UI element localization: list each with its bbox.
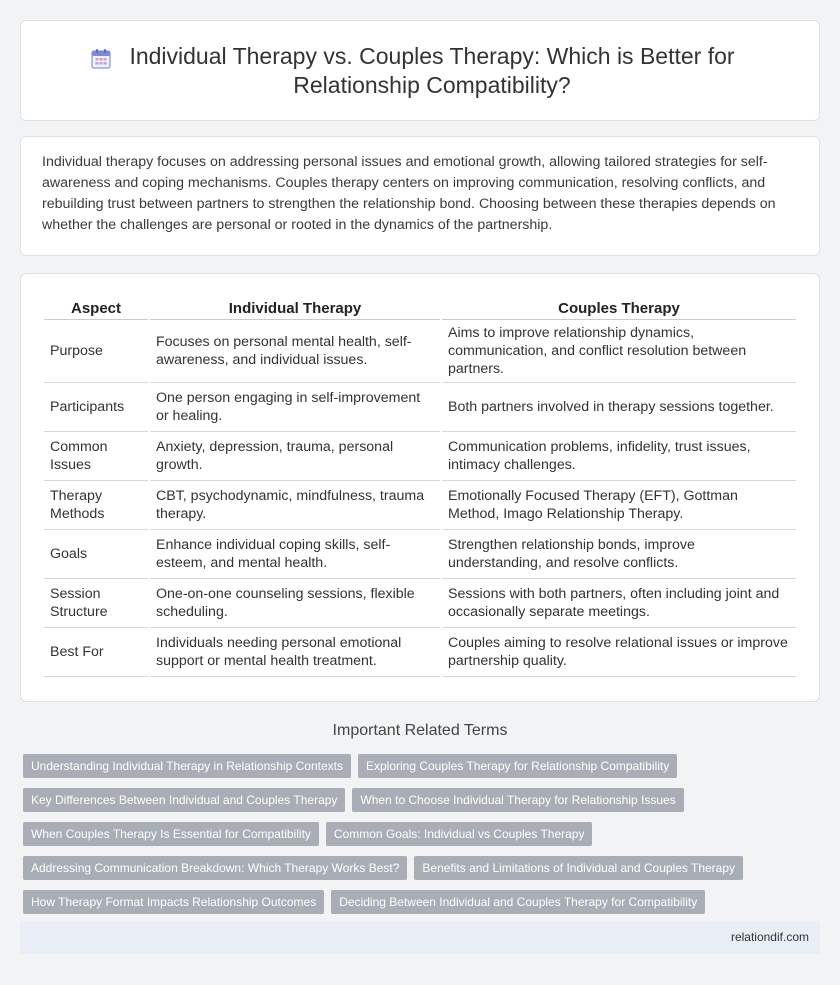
related-term-tag[interactable]: Understanding Individual Therapy in Relationship Contexts xyxy=(23,754,351,778)
couples-cell: Both partners involved in therapy sessions together. xyxy=(442,383,796,432)
header-couples-therapy: Couples Therapy xyxy=(442,296,796,320)
aspect-cell: Participants xyxy=(44,383,148,432)
couples-cell: Strengthen relationship bonds, improve understanding, and resolve conflicts. xyxy=(442,530,796,579)
couples-cell: Couples aiming to resolve relational issues or improve partnership quality. xyxy=(442,628,796,677)
intro-paragraph: Individual therapy focuses on addressing personal issues and emotional growth, allowing tailored strategies for self-awareness and coping mechanisms. Couples therapy centers on improving communication, resolving conflicts, and rebuilding trust between partners to strengthen the relationship bond. Choosing between these therapies depends on whether the challenges are personal or rooted in the dynamics of the partnership. xyxy=(42,154,776,233)
aspect-cell: Session Structure xyxy=(44,579,148,628)
table-header-row xyxy=(44,296,796,320)
individual-cell: Anxiety, depression, trauma, personal growth. xyxy=(150,432,440,481)
header-aspect: Aspect xyxy=(44,296,148,320)
table-row xyxy=(44,383,796,432)
individual-cell: One-on-one counseling sessions, flexible scheduling. xyxy=(150,579,440,628)
table-row xyxy=(44,579,796,628)
aspect-cell: Goals xyxy=(44,530,148,579)
aspect-cell: Therapy Methods xyxy=(44,481,148,530)
comparison-table xyxy=(42,296,798,677)
couples-cell: Aims to improve relationship dynamics, communication, and conflict resolution between partners. xyxy=(442,320,796,383)
related-term-tag[interactable]: Benefits and Limitations of Individual and Couples Therapy xyxy=(414,856,743,880)
related-term-tag[interactable]: How Therapy Format Impacts Relationship Outcomes xyxy=(23,890,324,914)
comparison-card xyxy=(20,273,820,702)
aspect-cell: Best For xyxy=(44,628,148,677)
individual-cell: Enhance individual coping skills, self-esteem, and mental health. xyxy=(150,530,440,579)
site-name[interactable]: relationdif.com xyxy=(730,930,809,944)
couples-cell: Emotionally Focused Therapy (EFT), Gottman Method, Imago Relationship Therapy. xyxy=(442,481,796,530)
page-title: Individual Therapy vs. Couples Therapy: Which is Better for Relationship Compatibility? xyxy=(129,42,735,98)
header-card xyxy=(20,20,820,121)
related-term-tag[interactable]: Common Goals: Individual vs Couples Therapy xyxy=(326,822,593,846)
table-row xyxy=(44,628,796,677)
header-individual-therapy: Individual Therapy xyxy=(150,296,440,320)
related-term-tag[interactable]: When to Choose Individual Therapy for Relationship Issues xyxy=(352,788,683,812)
related-term-tag[interactable]: Addressing Communication Breakdown: Which Therapy Works Best? xyxy=(23,856,407,880)
couples-cell: Communication problems, infidelity, trust issues, intimacy challenges. xyxy=(442,432,796,481)
related-term-tag[interactable]: When Couples Therapy Is Essential for Compatibility xyxy=(23,822,319,846)
table-row xyxy=(44,432,796,481)
footer-bar xyxy=(20,921,820,954)
table-row xyxy=(44,320,796,383)
related-term-tag[interactable]: Key Differences Between Individual and Couples Therapy xyxy=(23,788,345,812)
intro-card xyxy=(20,136,820,256)
related-terms-list xyxy=(23,754,803,914)
related-terms-heading: Important Related Terms xyxy=(332,722,508,739)
table-row xyxy=(44,481,796,530)
couples-cell: Sessions with both partners, often including joint and occasionally separate meetings. xyxy=(442,579,796,628)
individual-cell: Individuals needing personal emotional support or mental health treatment. xyxy=(150,628,440,677)
aspect-cell: Common Issues xyxy=(44,432,148,481)
individual-cell: CBT, psychodynamic, mindfulness, trauma therapy. xyxy=(150,481,440,530)
table-row xyxy=(44,530,796,579)
individual-cell: Focuses on personal mental health, self-awareness, and individual issues. xyxy=(150,320,440,383)
individual-cell: One person engaging in self-improvement or healing. xyxy=(150,383,440,432)
related-term-tag[interactable]: Exploring Couples Therapy for Relationship Compatibility xyxy=(358,754,677,778)
aspect-cell: Purpose xyxy=(44,320,148,383)
related-term-tag[interactable]: Deciding Between Individual and Couples Therapy for Compatibility xyxy=(331,890,705,914)
